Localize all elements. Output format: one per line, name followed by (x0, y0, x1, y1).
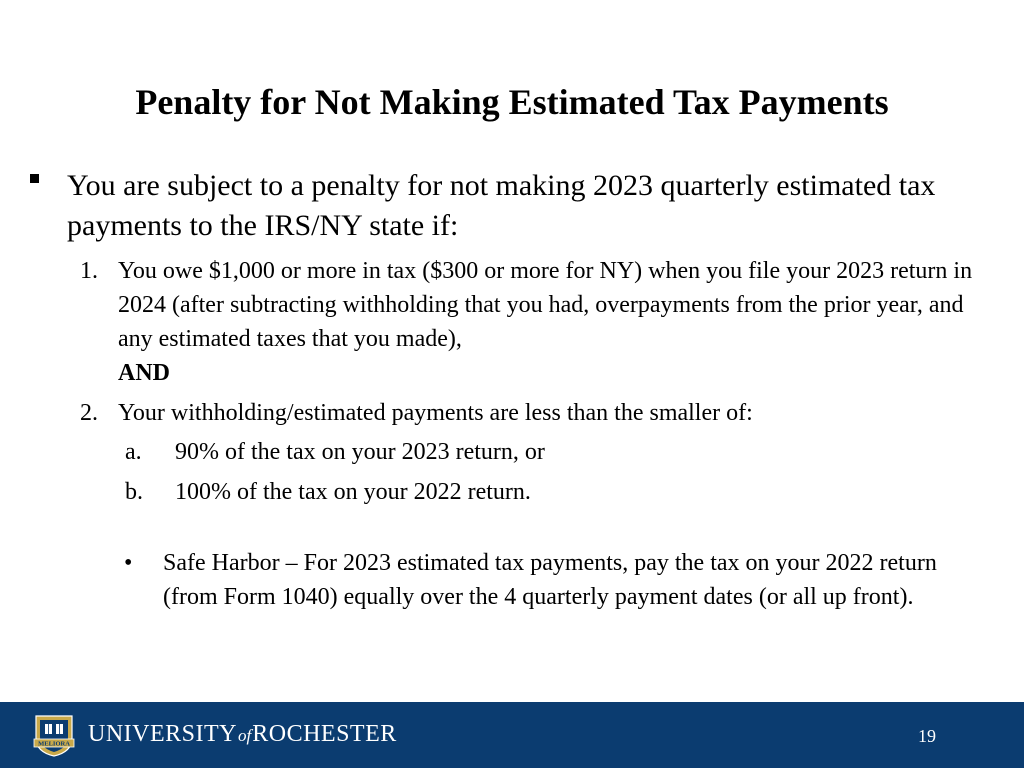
sub-condition-text: 100% of the tax on your 2022 return. (175, 479, 531, 505)
page-number: 19 (918, 726, 936, 746)
wordmark-of: of (238, 726, 252, 745)
university-seal-icon (30, 712, 78, 758)
intro-bullet (30, 166, 990, 246)
condition-text (118, 254, 980, 390)
slide-title: Penalty for Not Making Estimated Tax Payments (135, 82, 889, 122)
footer-bar (0, 702, 1024, 768)
intro-text: You are subject to a penalty for not making 2023 quarterly estimated tax payments to the IRS/NY state if: (67, 169, 936, 242)
wordmark-rochester: ROCHESTER (252, 721, 397, 747)
safe-harbor-item (124, 546, 964, 614)
university-wordmark (88, 719, 397, 751)
round-bullet-icon: • (124, 550, 133, 576)
condition-body: You owe $1,000 or more in tax ($300 or more for NY) when you file your 2023 return in 2024 (after subtracting withholding that you had, overpayments from the prior year, and any estimated taxes that you made), (118, 258, 973, 352)
list-marker: 1. (80, 258, 98, 284)
list-marker: b. (125, 479, 143, 505)
condition-text: Your withholding/estimated payments are less than the smaller of: (118, 400, 753, 426)
condition-item-1 (80, 254, 980, 390)
list-marker: a. (125, 439, 142, 465)
sub-condition-item-b (125, 475, 925, 509)
condition-emphasis: AND (118, 360, 170, 386)
sub-condition-item-a (125, 435, 925, 469)
sub-condition-text: 90% of the tax on your 2023 return, or (175, 439, 545, 465)
square-bullet-icon (30, 174, 39, 183)
safe-harbor-text: Safe Harbor – For 2023 estimated tax payments, pay the tax on your 2022 return (from Form 1040) equally over the 4 quarterly payment dates (or all up front). (163, 550, 937, 610)
wordmark-university: UNIVERSITY (88, 721, 237, 747)
condition-item-2 (80, 396, 980, 430)
list-marker: 2. (80, 400, 98, 426)
seal-motto: MELIORA (38, 740, 70, 748)
